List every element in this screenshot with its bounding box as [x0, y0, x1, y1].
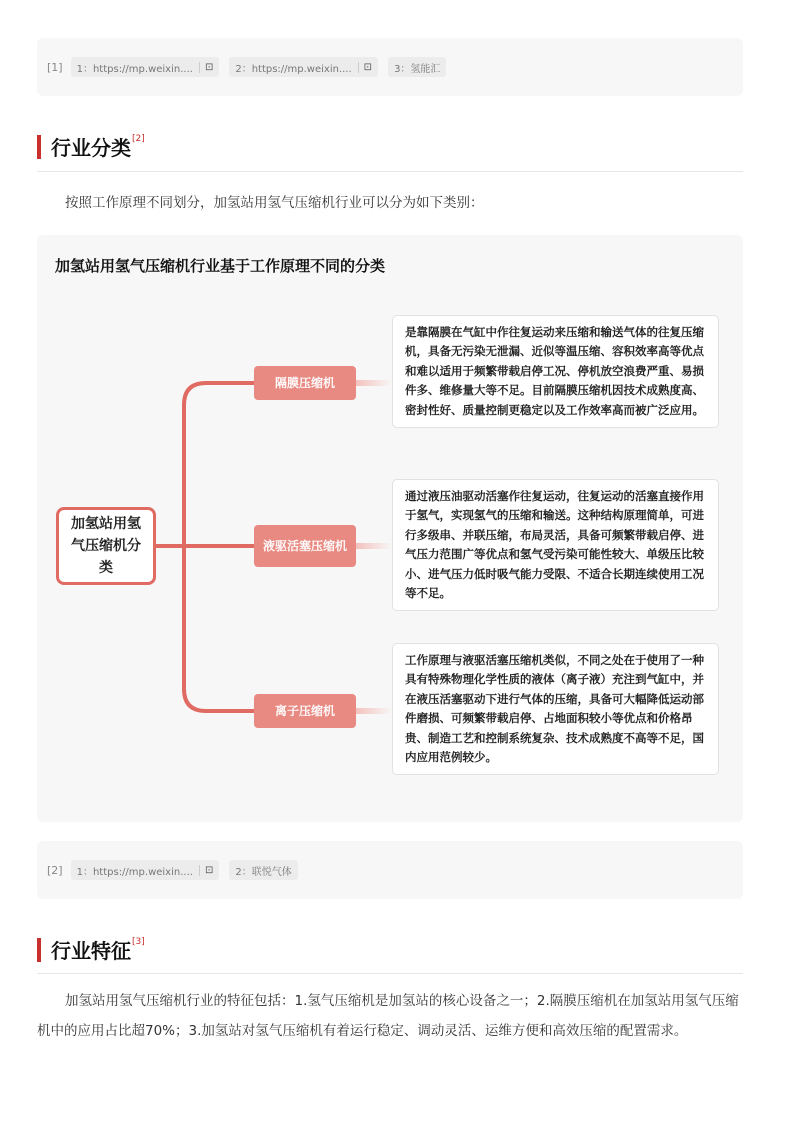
intro-paragraph: [37, 188, 743, 218]
reference-number: [2]: [47, 863, 63, 877]
heading-accent-bar: [37, 135, 41, 159]
reference-box-1: [37, 38, 743, 96]
section-title: 行业特征: [51, 939, 131, 963]
section-heading-classification: [37, 132, 145, 161]
divider: [37, 171, 743, 172]
mindmap-title: 加氢站用氢气压缩机行业基于工作原理不同的分类: [55, 257, 386, 275]
connector-fade: [356, 380, 392, 386]
reference-link-text: 3：氢能汇: [394, 63, 441, 75]
branch-description-hydraulic-piston: 通过液压油驱动活塞作往复运动，往复运动的活塞直接作用于氢气，实现氢气的压缩和输送。这种结构原理简单，可进行多级串、并联压缩，布局灵活，具备可频繁带载启停、进气压力范围广等优点和氢气受污染可能性较大、单级压比较小、进气压力低时吸气能力受限、不适合长期连续使用工况等不足。: [392, 479, 719, 611]
features-paragraph: [37, 986, 743, 1046]
reference-link-1[interactable]: [71, 860, 220, 880]
reference-link-text: 2：https://mp.weixin....: [235, 63, 352, 75]
divider: [37, 973, 743, 974]
mindmap-card: [37, 235, 743, 822]
heading-accent-bar: [37, 938, 41, 962]
branch-description-ionic: 工作原理与液驱活塞压缩机类似，不同之处在于使用了一种具有特殊物理化学性质的液体（离子液）充注到气缸中，并在液压活塞驱动下进行气体的压缩，具备可大幅降低运动部件磨损、可频繁带载启停、占地面积较小等优点和价格昂贵、制造工艺和控制系统复杂、技术成熟度不高等不足，国内应用范例较少。: [392, 643, 719, 775]
branch-node-diaphragm: 隔膜压缩机: [254, 366, 356, 400]
branch-node-hydraulic-piston: 液驱活塞压缩机: [254, 525, 356, 567]
connector-fade: [356, 708, 392, 714]
citation-marker[interactable]: [2]: [132, 133, 145, 144]
reference-link-text: 1：https://mp.weixin....: [76, 63, 193, 75]
mindmap-root-node: 加氢站用氢气压缩机分类: [56, 507, 156, 585]
reference-number: [1]: [47, 60, 63, 74]
features-text: 加氢站用氢气压缩机行业的特征包括：1.氢气压缩机是加氢站的核心设备之一；2.隔膜压缩机在加氢站用氢气压缩机中的应用占比超70%；3.加氢站对氢气压缩机有着运行稳定、调动灵活、运维方便和高效压缩的配置需求。: [37, 993, 739, 1039]
branch-node-ionic: 离子压缩机: [254, 694, 356, 728]
reference-link-1[interactable]: [71, 57, 220, 77]
connector-line: [184, 546, 254, 711]
section-title: 行业分类: [51, 136, 131, 160]
citation-marker[interactable]: [3]: [132, 936, 145, 947]
connector-line: [156, 383, 254, 546]
branch-description-diaphragm: 是靠隔膜在气缸中作往复运动来压缩和输送气体的往复压缩机，具备无污染无泄漏、近似等温压缩、容积效率高等优点和难以适用于频繁带载启停工况、停机放空浪费严重、易损件多、维修量大等不足。目前隔膜压缩机因技术成熟度高、密封性好、质量控制更稳定以及工作效率高而被广泛应用。: [392, 315, 719, 428]
reference-link-2[interactable]: [229, 57, 378, 77]
reference-source-2[interactable]: [229, 860, 297, 880]
section-heading-features: [37, 935, 145, 964]
reference-box-2: [37, 841, 743, 899]
reference-source-3[interactable]: [388, 57, 446, 77]
reference-link-text: 1：https://mp.weixin....: [76, 866, 193, 878]
intro-text: 按照工作原理不同划分，加氢站用氢气压缩机行业可以分为如下类别：: [65, 195, 484, 211]
image-icon[interactable]: ⊡: [358, 62, 372, 73]
connector-fade: [356, 543, 392, 549]
image-icon[interactable]: ⊡: [199, 865, 213, 876]
reference-link-text: 2：联悦气体: [235, 866, 292, 878]
image-icon[interactable]: ⊡: [199, 62, 213, 73]
